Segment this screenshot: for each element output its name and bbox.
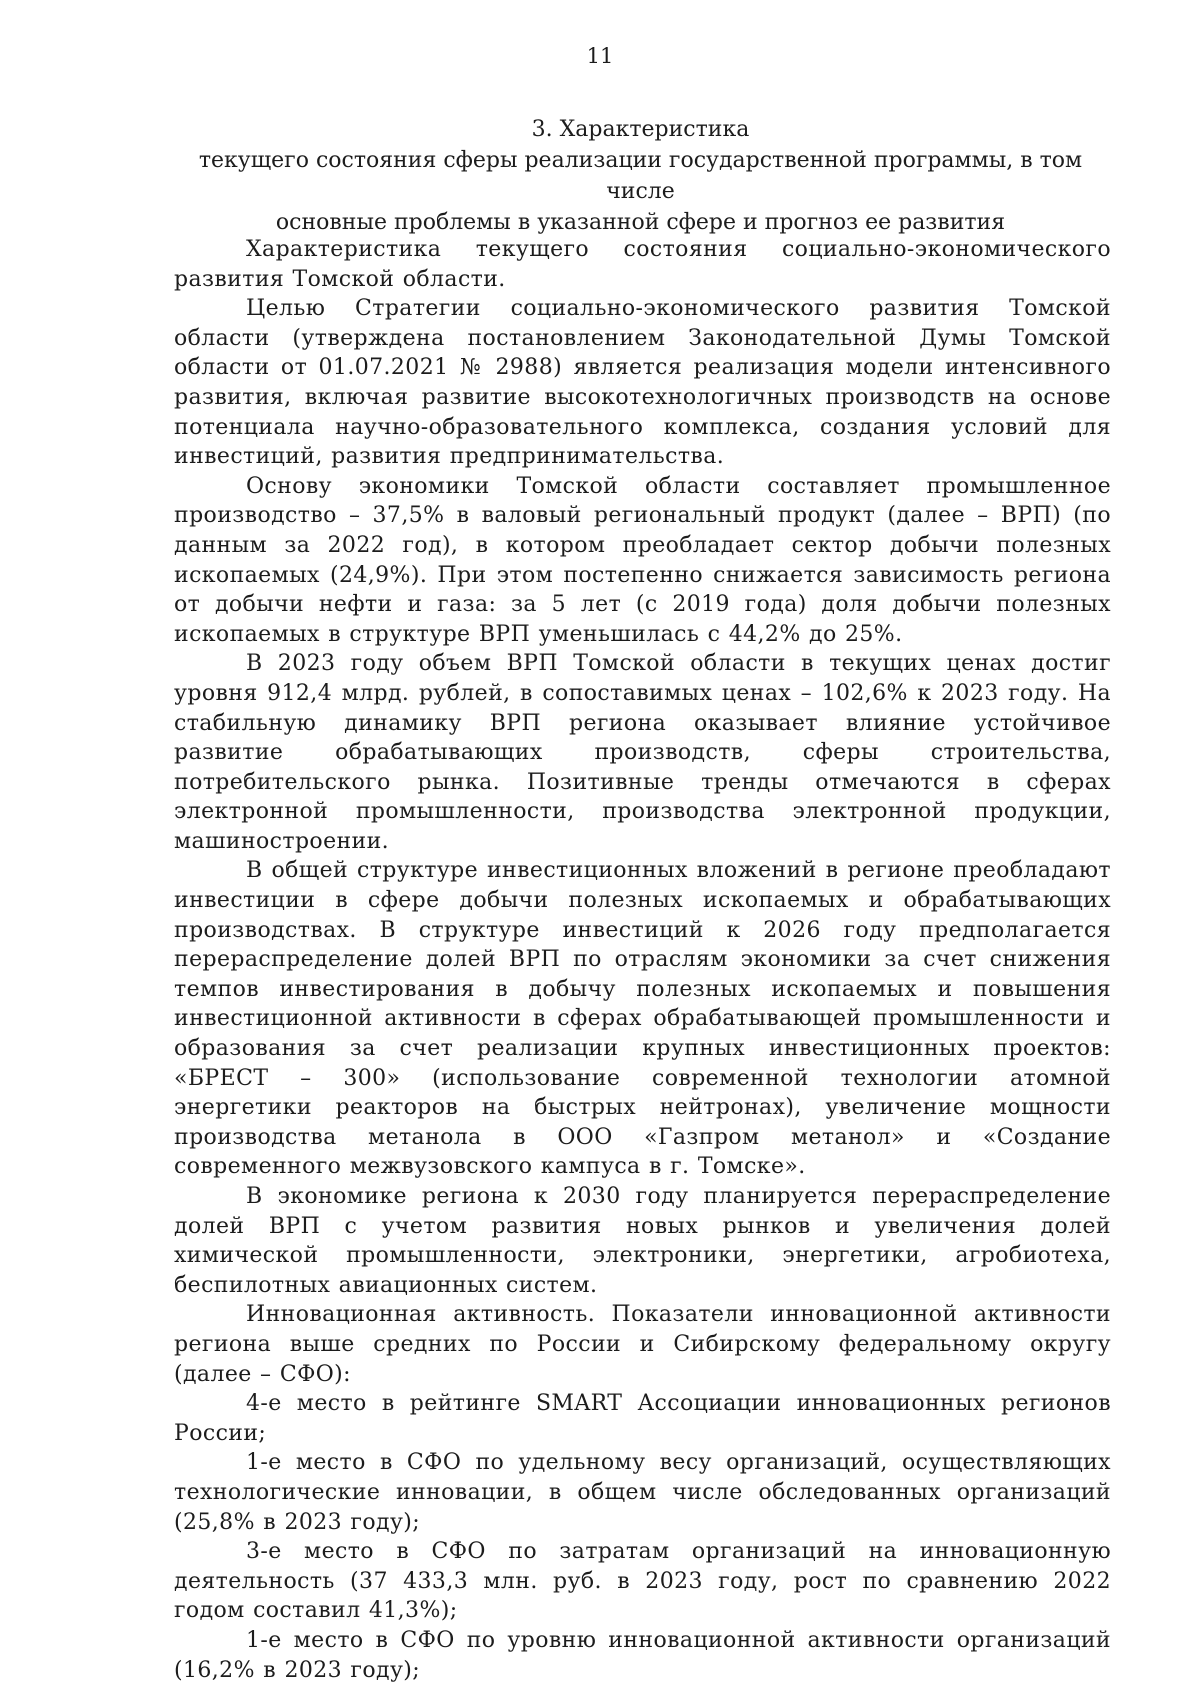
document-body [174,235,1111,1685]
list-item-tech-innovation: 1-е место в СФО по удельному весу организаций, осуществляющих технологические инновации, в общем числе обследованных организаций (25,8% в 2023 году); [174,1450,1111,1535]
paragraph-innovation: Инновационная активность. Показатели инновационной активности региона выше средних по России и Сибирскому федеральному округу (далее – СФО): [174,1302,1111,1387]
list-item-smart-rating: 4-е место в рейтинге SMART Ассоциации инновационных регионов России; [174,1391,1111,1446]
section-subtitle-line-1: текущего состояния сферы реализации государственной программы, в том числе [198,148,1083,204]
section-heading [168,114,1113,238]
paragraph-overview: Характеристика текущего состояния социально-экономического развития Томской области. [174,237,1111,292]
paragraph-grp-volume: В 2023 году объем ВРП Томской области в текущих ценах достиг уровня 912,4 млрд. рублей, в сопоставимых ценах – 102,6% к 2023 году. На стабильную динамику ВРП региона оказывает влияние устойчивое развитие обрабатывающих производств, сферы строительства, потребительского рынка. Позитивные тренды отмечаются в сферах электронной промышленности, производства электронной продукции, машиностроении. [174,651,1111,854]
paragraph-economy-base: Основу экономики Томской области составляет промышленное производство – 37,5% в валовый региональный продукт (далее – ВРП) (по данным за 2022 год), в котором преобладает сектор добычи полезных ископаемых (24,9%). При этом постепенно снижается зависимость региона от добычи нефти и газа: за 5 лет (с 2019 года) доля добычи полезных ископаемых в структуре ВРП уменьшилась с 44,2% до 25%. [174,473,1111,647]
list-item-innovation-activity: 1-е место в СФО по уровню инновационной активности организаций (16,2% в 2023 году); [174,1627,1111,1683]
section-subtitle-line-2: основные проблемы в указанной сфере и прогноз ее развития [275,210,1006,235]
page-number: 11 [586,44,614,68]
paragraph-strategy: Целью Стратегии социально-экономического развития Томской области (утверждена постановлением Законодательной Думы Томской области от 01.07.2021 № 2988) является реализация модели интенсивного развития, включая развитие высокотехнологичных производств на основе потенциала научно-образовательного комплекса, создания условий для инвестиций, развития предпринимательства. [174,296,1111,470]
list-item-innovation-costs: 3-е место в СФО по затратам организаций на инновационную деятельность (37 433,3 млн. руб. в 2023 году, рост по сравнению 2022 годом составил 41,3%); [174,1539,1111,1624]
paragraph-2030-forecast: В экономике региона к 2030 году планируется перераспределение долей ВРП с учетом развития новых рынков и увеличения долей химической промышленности, электроники, энергетики, агробиотеха, беспилотных авиационных систем. [174,1184,1111,1298]
paragraph-investment-structure: В общей структуре инвестиционных вложений в регионе преобладают инвестиции в сфере добычи полезных ископаемых и обрабатывающих производствах. В структуре инвестиций к 2026 году предполагается перераспределение долей ВРП по отраслям экономики за счет снижения темпов инвестирования в добычу полезных ископаемых и повышения инвестиционной активности в сферах обрабатывающей промышленности и образования за счет реализации крупных инвестиционных проектов: «БРЕСТ – 300» (использование современной технологии атомной энергетики реакторов на быстрых нейтронах), увеличение мощности производства метанола в ООО «Газпром метанол» и «Создание современного межвузовского кампуса в г. Томске». [174,858,1111,1180]
section-title: 3. Характеристика [531,117,750,142]
